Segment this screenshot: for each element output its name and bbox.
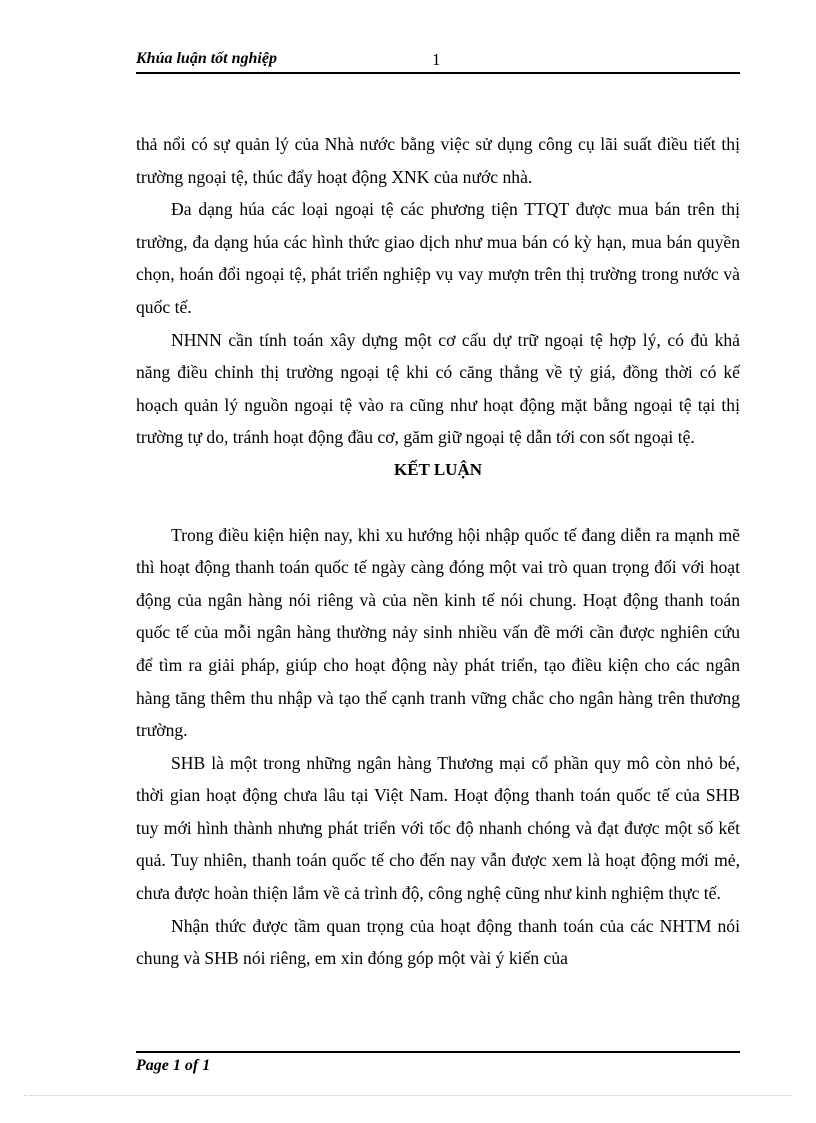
page-header: [136, 48, 740, 74]
paragraph-3: NHNN cần tính toán xây dựng một cơ cấu dự trữ ngoại tệ hợp lý, có đủ khả năng điều chỉnh thị trường ngoại tệ khi có căng thẳng về tỷ giá, đồng thời có kế hoạch quản lý nguồn ngoại tệ vào ra cũng như hoạt động mặt bằng ngoại tệ tại thị trường tự do, tránh hoạt động đầu cơ, găm giữ ngoại tệ dẫn tới con sốt ngoại tệ.: [136, 329, 740, 448]
footer-page-label: Page 1 of 1: [136, 1057, 211, 1074]
header-page-number: 1: [432, 50, 441, 69]
paragraph-4: Trong điều kiện hiện nay, khi xu hướng hội nhập quốc tế đang diễn ra mạnh mẽ thì hoạt động thanh toán quốc tế ngày càng đóng một vai trò quan trọng đối với hoạt động của ngân hàng nói riêng và của nền kinh tế nói chung. Hoạt động thanh toán quốc tế của mỗi ngân hàng thường nảy sinh nhiều vấn đề mới cần được nghiên cứu để tìm ra giải pháp, giúp cho hoạt động này phát triển, tạo điều kiện cho các ngân hàng tăng thêm thu nhập và tạo thế cạnh tranh vững chắc cho ngân hàng trên thương trường.: [136, 524, 740, 741]
page-footer: [136, 1051, 740, 1074]
header-title: Khúa luận tốt nghiệp: [136, 50, 277, 67]
page-boundary-divider: [24, 1095, 792, 1096]
paragraph-1: thả nổi có sự quản lý của Nhà nước bằng việc sử dụng công cụ lãi suất điều tiết thị trường ngoại tệ, thúc đẩy hoạt động XNK của nước nhà.: [136, 134, 740, 187]
section-title: KẾT LUẬN: [393, 459, 482, 479]
document-body: [136, 128, 740, 975]
paragraph-5: SHB là một trong những ngân hàng Thương mại cổ phần quy mô còn nhỏ bé, thời gian hoạt động chưa lâu tại Việt Nam. Hoạt động thanh toán quốc tế của SHB tuy mới hình thành nhưng phát triển với tốc độ nhanh chóng và đạt được một số kết quả. Tuy nhiên, thanh toán quốc tế cho đến nay vẫn được xem là hoạt động mới mẻ, chưa được hoàn thiện lắm về cả trình độ, công nghệ cũng như kinh nghiệm thực tế.: [136, 752, 740, 904]
paragraph-6: Nhận thức được tầm quan trọng của hoạt động thanh toán của các NHTM nói chung và SHB nói riêng, em xin đóng góp một vài ý kiến của: [136, 915, 740, 969]
paragraph-2: Đa dạng húa các loại ngoại tệ các phương tiện TTQT được mua bán trên thị trường, đa dạng húa các hình thức giao dịch như mua bán có kỳ hạn, mua bán quyền chọn, hoán đổi ngoại tệ, phát triển nghiệp vụ vay mượn trên thị trường trong nước và quốc tế.: [136, 199, 740, 317]
